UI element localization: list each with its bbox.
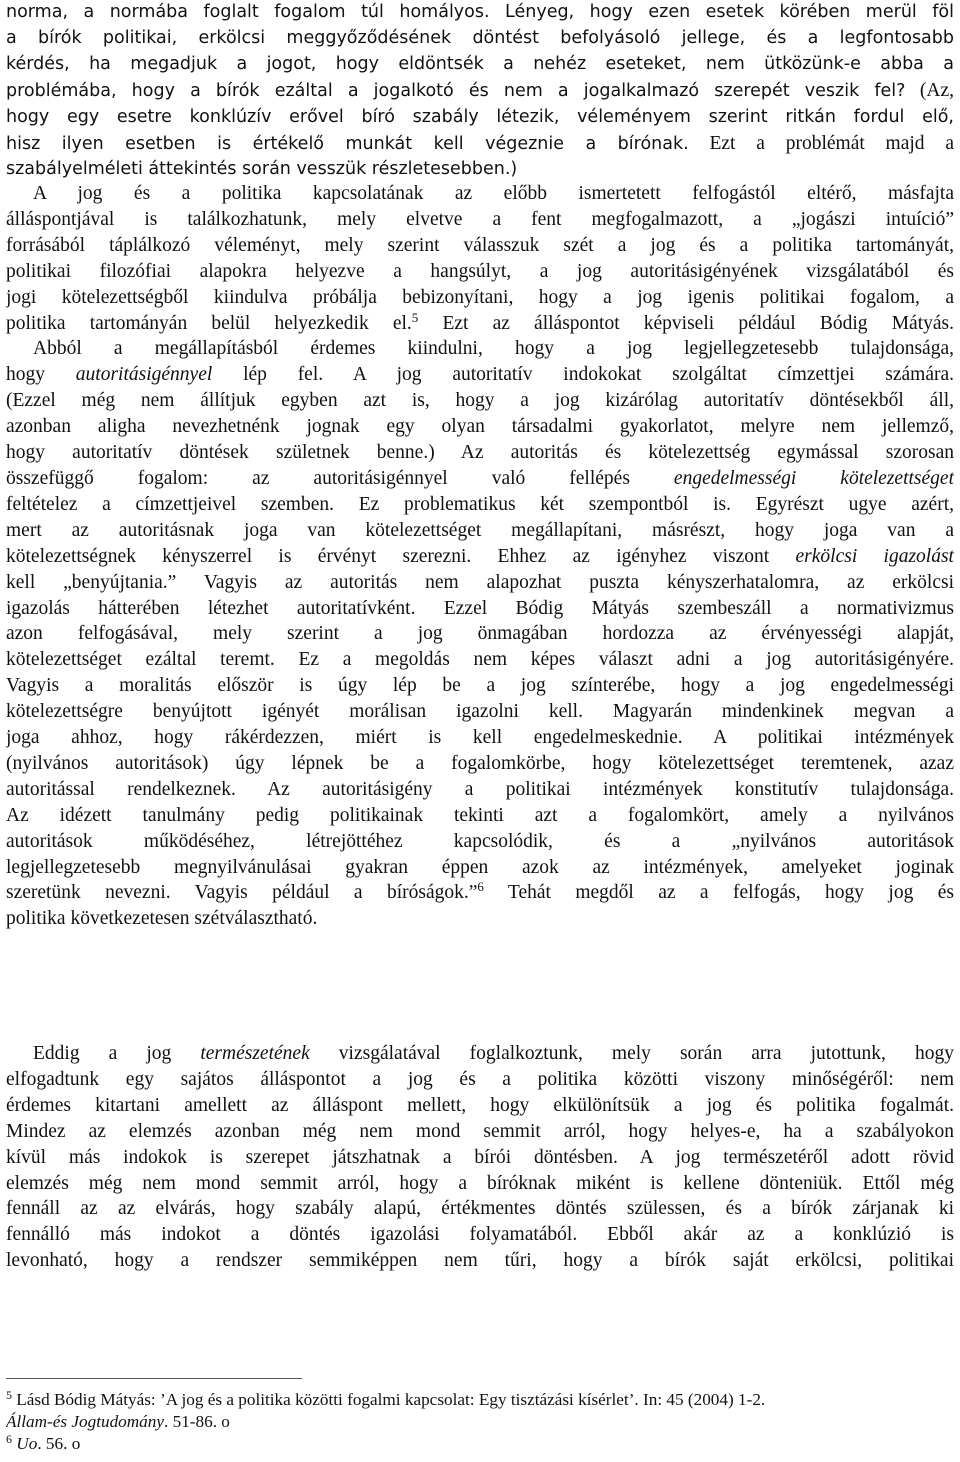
text-line: A jog és a politika kapcsolatának az előbb ismertetett felfogástól eltérő, másfajta	[33, 183, 954, 204]
footnotes	[6, 1389, 954, 1455]
text-line: Az idézett tanulmány pedig politikainak tekinti azt a fogalomkört, amely a nyilvános	[6, 804, 954, 826]
text-segment: Eddig a jog	[33, 1043, 201, 1064]
emphasis: autoritásigénnyel	[75, 364, 213, 386]
text-line: fennálló más indokot a döntés igazolási folyamatából. Ebből akár az a konklúzió is	[6, 1224, 954, 1246]
text-line: Vagyis a moralitás először is úgy lép be a jog színterébe, hogy a jog engedelmességi	[6, 675, 954, 697]
text-line: kötelezettséget ezáltal teremt. Ez a megoldás nem képes választ adni a jog autoritásigényére.	[6, 649, 954, 671]
text-line: szabályelméleti áttekintés során vesszük részletesebben.)	[6, 159, 518, 180]
text-line: autoritások működéséhez, létrejöttéhez kapcsolódik, és a „nyilvános autoritások	[6, 830, 954, 852]
footnote-5	[6, 1389, 954, 1411]
text-line: mert az autoritásnak joga van kötelezettséget megállapítani, másrészt, hogy joga van a	[6, 519, 954, 541]
text-segment: Az autoritás és kötelezettség egymással szorosan	[434, 442, 954, 464]
paragraph-jog-es-politika	[6, 181, 954, 932]
text-line: kívül más indokok is szerepet játszhatnak a bírói döntésben. A jog természetéről adott rövid	[6, 1146, 954, 1168]
text-line: hogy egy esetre konklúzív erővel bíró szabály létezik, véleményem szerint ritkán fordul elő,	[6, 106, 954, 127]
text-segment: Ezt az álláspontot képviseli például Bódig Mátyás.	[418, 312, 954, 334]
text-line: igazolás hátterében létezhet autoritatívként. Ezzel Bódig Mátyás szembeszáll a normativizmus	[6, 597, 954, 619]
paragraph-continuation	[6, 0, 954, 183]
text-segment: hisz ilyen esetben is értékelő munkát kell végeznie a bírónak.	[6, 133, 689, 154]
footnote-ref-5[interactable]: 5	[411, 310, 419, 325]
paragraph-eddig-a-jog	[6, 1041, 954, 1274]
text-line	[6, 1041, 954, 1067]
text-line: jogi kötelezettségből kiindulva próbálja bebizonyítani, hogy a jog igenis politikai fogalom, a	[6, 286, 954, 308]
text-line: Abból a megállapításból érdemes kiindulni, hogy a jog legjellegzetesebb tulajdonsága,	[33, 338, 954, 360]
footnote-6	[6, 1433, 954, 1455]
text-segment: hogy	[6, 364, 76, 386]
text-segment: Tehát megdől az a felfogás, hogy jog és	[483, 882, 954, 904]
text-line: a bírók politikai, erkölcsi meggyőződésének döntést befolyásoló jellege, és a legfontosabb	[6, 27, 954, 48]
text-line: forrásából táplálkozó véleményt, mely szerint válasszuk szét a jog és a politika tartományát,	[6, 234, 954, 256]
text-line: kell „benyújtania.” Vagyis az autoritás nem alapozhat puszta kényszerhatalomra, az erkölcsi	[6, 571, 954, 593]
text-line	[6, 880, 954, 906]
text-line	[6, 311, 954, 337]
text-line	[6, 440, 954, 466]
text-line	[6, 78, 954, 105]
text-line: Mindez az elemzés azonban még nem mond semmit arról, hogy helyes-e, ha a szabályokon	[6, 1120, 954, 1142]
text-line: politikai filozófiai alapokra helyezve a hangsúlyt, a jog autoritásigényének vizsgálatából és	[6, 260, 954, 282]
footnote-number: 5	[6, 1389, 12, 1402]
text-line: elemzés még nem mond semmit arról, hogy a bíróknak miként is kellene dönteniük. Ettől még	[6, 1172, 954, 1194]
text-line	[6, 466, 954, 492]
emphasis: erkölcsi igazolást	[795, 545, 954, 567]
text-segment: politika tartományán belül helyezkedik el.	[6, 312, 412, 334]
text-line: joga ahhoz, hogy rákérdezzen, miért is kell engedelmeskednie. A politikai intézmények	[6, 727, 954, 749]
footnote-text: . 51-86. o	[164, 1412, 230, 1431]
text-segment: hogy autoritatív döntések születnek benne.)	[6, 442, 435, 464]
text-segment: vizsgálatával foglalkoztunk, mely során arra jutottunk, hogy	[309, 1043, 954, 1064]
emphasis: természetének	[200, 1043, 310, 1064]
text-segment: Ezt a problémát majd a	[688, 132, 954, 154]
text-line: elfogadtunk egy sajátos álláspontot a jog és a politika közötti viszony minőségéről: nem	[6, 1068, 954, 1090]
text-line: feltételez a címzettjeivel szemben. Ez problematikus két szempontból is. Egyrészt ugye azért,	[6, 493, 954, 515]
footnote-5-cont	[6, 1411, 954, 1433]
text-line: (nyilvános autoritások) úgy lépnek be a fogalomkörbe, hogy kötelezettséget teremtenek, azaz	[6, 752, 954, 774]
text-segment: kötelezettségnek kényszerrel is érvényt szerezni. Ehhez az igényhez viszont	[6, 545, 796, 567]
emphasis: Uo	[16, 1434, 38, 1453]
text-line: legjellegzetesebb megnyilvánulásai gyakran éppen azok az intézmények, amelyeket joginak	[6, 856, 954, 878]
text-line: politika következetesen szétválasztható.	[6, 908, 318, 930]
footnote-separator	[6, 1378, 302, 1379]
footnote-text: . 56. o	[37, 1434, 81, 1453]
text-line: kérdés, ha megadjuk a jogot, hogy eldöntsék a nehéz eseteket, nem ütközünk-e abba a	[6, 53, 954, 74]
footnote-text: Lásd Bódig Mátyás: ’A jog és a politika közötti fogalmi kapcsolat: Egy tisztázási kísérlet’. In: 45 (2004) 1-2.	[12, 1390, 766, 1409]
footnote-ref-6[interactable]: 6	[477, 880, 484, 895]
text-line	[6, 544, 954, 570]
text-line: kötelezettségre benyújtott igényét morálisan igazolni kell. Magyarán mindenkinek megvan a	[6, 701, 954, 723]
emphasis: Állam-és Jogtudomány	[6, 1412, 164, 1431]
text-line: (Ezzel még nem állítjuk egyben azt is, hogy a jog kizárólag autoritatív döntésekből áll,	[6, 390, 954, 412]
text-line: azonban aligha nevezhetnénk jognak egy olyan társadalmi gyakorlatot, melyre nem jellemző,	[6, 416, 954, 438]
text-line: érdemes kitartani amellett az álláspont mellett, hogy elkülönítsük a jog és politika fogalmát.	[6, 1094, 954, 1116]
emphasis: engedelmességi kötelezettséget	[673, 467, 954, 489]
text-line: fennáll az az elvárás, hogy szabály alapú, értékmentes döntés szülessen, és a bírók zárjanak ki	[6, 1198, 954, 1220]
text-line	[6, 362, 954, 388]
text-line: norma, a normába foglalt fogalom túl homályos. Lényeg, hogy ezen esetek körében merül föl	[6, 2, 954, 22]
text-line: azon felfogásával, mely szerint a jog önmagában hordozza az érvényességi alapját,	[6, 623, 954, 645]
text-line: levonható, hogy a rendszer semmiképpen nem tűri, hogy a bírók saját erkölcsi, politikai	[6, 1250, 954, 1272]
text-segment: problémába, hogy a bírók ezáltal a jogalkotó és nem a jogalkalmazó szerepét veszik fel?	[6, 80, 906, 101]
footnote-number: 6	[6, 1433, 12, 1446]
text-line	[6, 131, 954, 158]
text-line: álláspontjával is találkozhatunk, mely elvetve a fent megfogalmazott, a „jogászi intuíció”	[6, 208, 954, 230]
text-line: autoritással rendelkeznek. Az autoritásigény a politikai intézmények konstitutív tulajdonsága.	[6, 778, 954, 800]
text-segment: (Az,	[905, 79, 954, 101]
text-segment: lép fel. A jog autoritatív indokokat szolgáltat címzettjei számára.	[212, 364, 954, 386]
text-segment: szeretünk nevezni. Vagyis például a bíróságok.”	[6, 882, 478, 904]
text-segment: összefüggő fogalom: az autoritásigénnyel való fellépés	[6, 467, 674, 489]
